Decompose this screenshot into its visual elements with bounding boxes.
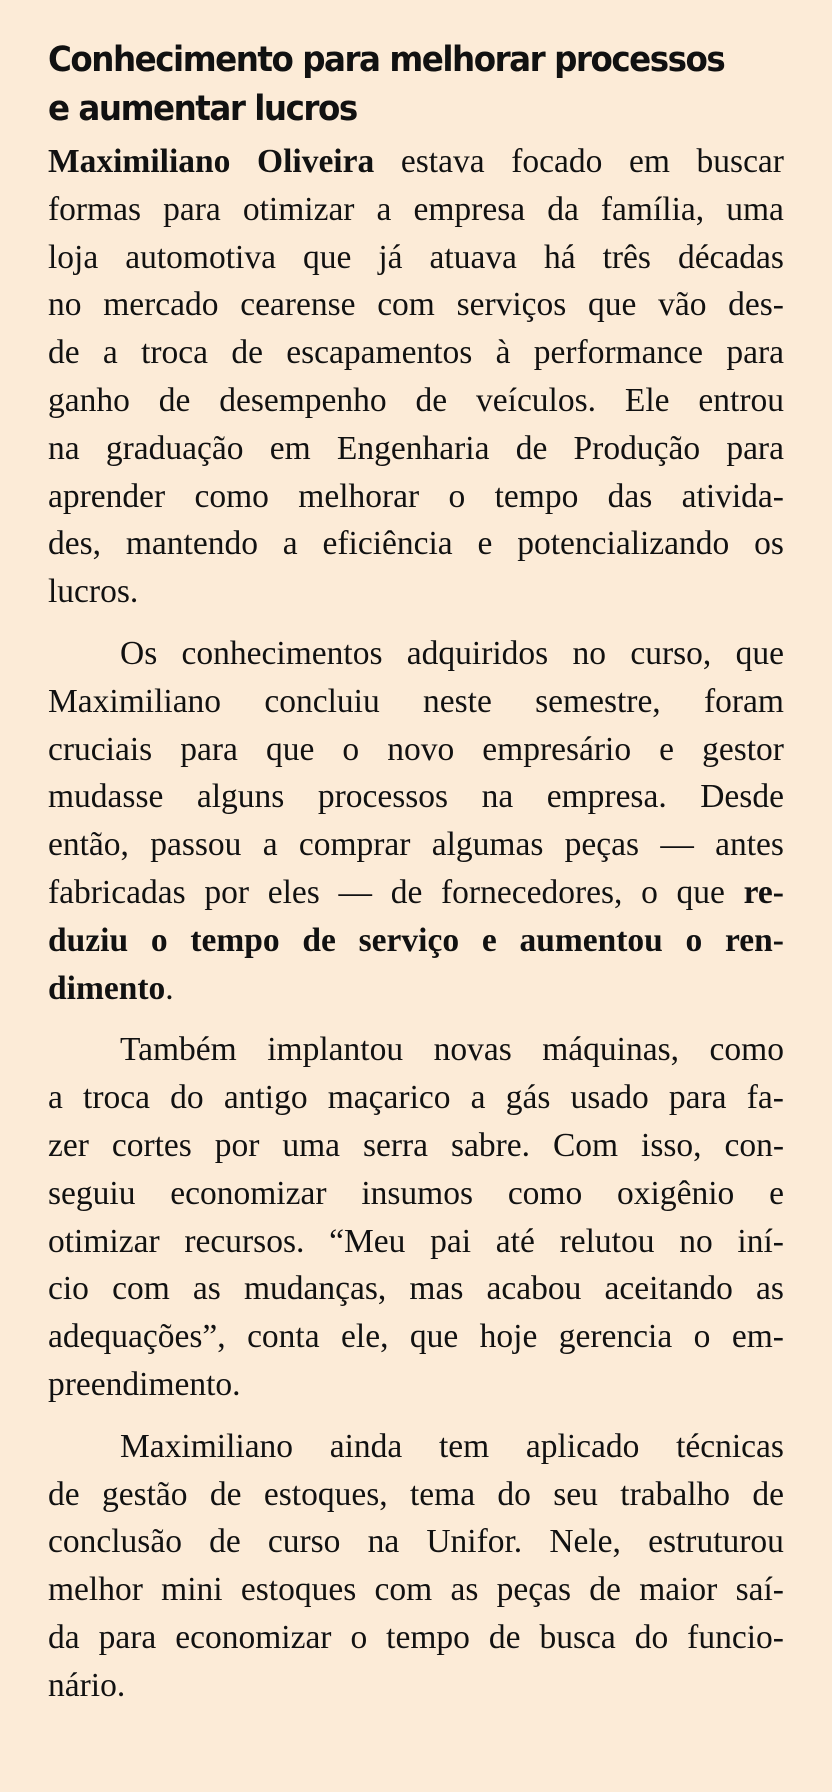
word: as <box>756 1270 784 1308</box>
word: des- <box>728 286 784 324</box>
word: já <box>378 238 403 276</box>
word: de <box>589 1571 621 1609</box>
word: melhorar <box>298 477 420 515</box>
word: melhor <box>48 1571 143 1609</box>
word: insumos <box>361 1174 474 1212</box>
word: automotiva <box>125 238 276 276</box>
word: fa- <box>746 1079 784 1117</box>
word: Os <box>120 634 158 672</box>
word: fornecedores, <box>441 873 623 911</box>
word: entrou <box>698 381 784 419</box>
word: mas <box>409 1270 464 1308</box>
word: fabricadas <box>48 873 186 911</box>
bold-word: Oliveira <box>257 143 375 180</box>
word: alguns <box>196 778 285 816</box>
word: de <box>209 1475 242 1513</box>
word: estava <box>400 143 485 180</box>
bold-word: o <box>150 921 168 959</box>
word: gestão <box>101 1475 188 1513</box>
text-line <box>48 329 784 377</box>
word: do <box>170 1079 204 1117</box>
word: à <box>495 334 511 372</box>
word: para <box>98 1618 157 1656</box>
word: os <box>754 525 784 563</box>
word: formas <box>48 190 142 228</box>
word: focado <box>511 143 603 180</box>
word: para <box>668 1079 727 1117</box>
word: implantou <box>267 1031 404 1069</box>
word: mercado <box>103 286 219 324</box>
word: serra <box>362 1126 429 1164</box>
word: gerencia <box>558 1318 673 1356</box>
word: maçarico <box>327 1079 451 1117</box>
word: o <box>448 477 466 515</box>
word: novo <box>387 730 455 768</box>
word: peças <box>564 826 640 864</box>
word: cearense <box>240 286 356 324</box>
word: em <box>628 143 670 180</box>
word: empresa. <box>546 778 667 816</box>
word: desempenho <box>219 381 387 419</box>
word: ganho <box>48 381 130 419</box>
word: potencializando <box>517 525 730 563</box>
word: a <box>48 1079 63 1117</box>
word: e <box>477 525 493 563</box>
word: que <box>735 634 784 672</box>
word: de <box>209 1523 241 1561</box>
word: do <box>497 1475 531 1513</box>
text-line <box>48 773 784 821</box>
bold-word: o <box>685 921 703 959</box>
word: mini <box>161 1571 223 1609</box>
text-line <box>48 281 784 329</box>
word: trabalho <box>620 1475 731 1513</box>
text-line <box>48 1074 784 1122</box>
word: Maximiliano <box>48 682 222 720</box>
bold-word: re- <box>743 873 784 911</box>
word: a <box>102 334 118 372</box>
word: antigo <box>223 1079 308 1117</box>
word: preendimento. <box>48 1365 241 1403</box>
text-line <box>48 473 784 521</box>
word: comprar <box>298 826 411 864</box>
text-line <box>48 425 784 473</box>
title-line-1: Conhecimento para melhorar processos <box>48 40 725 80</box>
word: que <box>265 730 315 768</box>
word: lucros. <box>48 573 139 611</box>
word: oxigênio <box>617 1174 735 1212</box>
word: na <box>481 778 514 816</box>
word: — <box>338 873 372 911</box>
word: tempo <box>386 1618 470 1656</box>
word: como <box>507 1174 583 1212</box>
word: peças <box>496 1571 572 1609</box>
word: funcio- <box>687 1618 784 1656</box>
word: eles <box>267 873 320 911</box>
word: estoques, <box>263 1475 388 1513</box>
word: antes <box>715 826 784 864</box>
word: adquiridos <box>406 634 549 672</box>
text-line <box>48 821 784 869</box>
bold-word: de <box>302 921 336 959</box>
text-line <box>48 1423 784 1471</box>
word: e <box>659 730 675 768</box>
word: busca <box>539 1618 616 1656</box>
word: zer <box>48 1126 89 1164</box>
word: do <box>634 1618 669 1656</box>
word: que <box>676 873 725 911</box>
word: troca <box>141 334 209 372</box>
word: as <box>450 1571 479 1609</box>
word: no <box>48 286 82 324</box>
word: vão <box>658 286 707 324</box>
word: no <box>679 1222 713 1260</box>
word: buscar <box>696 143 784 180</box>
word: de <box>390 873 423 911</box>
word: conta <box>247 1318 320 1356</box>
word: para <box>180 730 238 768</box>
word: da <box>547 190 579 228</box>
article <box>48 36 784 1710</box>
word: família, <box>600 190 705 228</box>
word: cortes <box>111 1126 192 1164</box>
word: de <box>158 381 191 419</box>
word: então, <box>48 826 129 864</box>
paragraph-2 <box>48 630 784 1012</box>
word: Desde <box>700 778 784 816</box>
word: estoques <box>240 1571 357 1609</box>
word: acabou <box>486 1270 582 1308</box>
word: cio <box>48 1270 89 1308</box>
word: de <box>231 334 263 372</box>
word: Nele, <box>549 1523 621 1561</box>
word: as <box>192 1270 221 1308</box>
word: para <box>163 190 221 228</box>
paragraph-1 <box>48 138 784 616</box>
word: décadas <box>677 238 784 276</box>
word: máquinas, <box>542 1031 680 1069</box>
word: que <box>302 238 352 276</box>
word: Ele <box>624 381 670 419</box>
word: ele, <box>341 1318 389 1356</box>
word: seguiu <box>48 1174 136 1212</box>
word: técnicas <box>676 1427 784 1465</box>
word: Maximiliano <box>120 1427 294 1465</box>
word: maior <box>639 1571 718 1609</box>
word: de <box>752 1475 784 1513</box>
word: há <box>543 238 576 276</box>
bold-word: dimento <box>48 969 166 1007</box>
word: serviços <box>456 286 567 324</box>
word: iní- <box>737 1222 784 1260</box>
word: saí- <box>735 1571 784 1609</box>
word: na <box>367 1523 400 1561</box>
word: a <box>376 190 392 228</box>
text-line <box>48 1518 784 1566</box>
word: Com <box>552 1126 619 1164</box>
text-line <box>48 1566 784 1614</box>
title-line-2: e aumentar lucros <box>48 89 357 129</box>
word: da <box>48 1618 80 1656</box>
word: estruturou <box>648 1523 784 1561</box>
word: des, <box>48 525 102 563</box>
word: com <box>112 1270 170 1308</box>
word: graduação <box>105 429 244 467</box>
word: empresário <box>482 730 632 768</box>
word: no <box>572 634 607 672</box>
word: como <box>194 477 269 515</box>
bold-word: tempo <box>190 921 280 959</box>
word: novas <box>433 1031 512 1069</box>
word: concluiu <box>264 682 380 720</box>
word: de <box>515 429 548 467</box>
text-line <box>48 917 784 965</box>
word: seu <box>553 1475 598 1513</box>
word: relutou <box>559 1222 655 1260</box>
word: curso <box>267 1523 341 1561</box>
text-line <box>48 965 784 1013</box>
word: algumas <box>431 826 544 864</box>
text-line <box>48 678 784 726</box>
text-line <box>48 186 784 234</box>
word: na <box>48 429 80 467</box>
word: economizar <box>170 1174 327 1212</box>
word: de <box>415 381 448 419</box>
word: “Meu <box>329 1222 406 1260</box>
word: três <box>602 238 651 276</box>
word: otimizar <box>242 190 355 228</box>
text-line <box>48 1614 784 1662</box>
word: eficiência <box>322 525 453 563</box>
text-line <box>48 1218 784 1266</box>
word: mudasse <box>48 778 164 816</box>
text-line <box>48 234 784 282</box>
word: que <box>588 286 637 324</box>
word: como <box>709 1031 784 1069</box>
word: com <box>377 286 435 324</box>
word: Também <box>120 1031 237 1069</box>
word: hoje <box>479 1318 538 1356</box>
word: empresa <box>413 190 526 228</box>
word: processos <box>317 778 449 816</box>
word: tema <box>409 1475 476 1513</box>
text-line <box>48 1170 784 1218</box>
word: tem <box>438 1427 490 1465</box>
word: tempo <box>494 477 579 515</box>
text-line <box>48 726 784 774</box>
word: o <box>641 873 658 911</box>
text-line <box>48 520 784 568</box>
word: aplicado <box>525 1427 640 1465</box>
text-line <box>48 869 784 917</box>
word: usado <box>570 1079 649 1117</box>
word: de <box>48 334 80 372</box>
word: o <box>350 1618 368 1656</box>
word: das <box>607 477 653 515</box>
word: con- <box>724 1126 784 1164</box>
word: aceitando <box>604 1270 733 1308</box>
text-line <box>48 630 784 678</box>
word: uma <box>726 190 784 228</box>
word: em- <box>731 1318 784 1356</box>
text-line <box>48 1026 784 1074</box>
text-line <box>48 138 784 186</box>
word: com <box>374 1571 433 1609</box>
word: de <box>48 1475 80 1513</box>
paragraph-4 <box>48 1423 784 1710</box>
word: foram <box>703 682 784 720</box>
word: veículos. <box>476 381 597 419</box>
word: conhecimentos <box>181 634 383 672</box>
word: de <box>488 1618 521 1656</box>
word: neste <box>422 682 492 720</box>
word: para <box>726 334 784 372</box>
word: conclusão <box>48 1523 182 1561</box>
word: Produção <box>573 429 701 467</box>
text-line <box>48 1361 784 1409</box>
word: semestre, <box>535 682 661 720</box>
word: para <box>726 429 784 467</box>
word: passou <box>150 826 242 864</box>
bold-word: Maximiliano <box>48 143 231 180</box>
bold-word: e <box>481 921 497 959</box>
word: performance <box>533 334 704 372</box>
word: a <box>470 1079 486 1117</box>
word: — <box>660 826 694 864</box>
word: loja <box>48 238 99 276</box>
text-line <box>48 568 784 616</box>
word: ainda <box>329 1427 403 1465</box>
word: escapamentos <box>286 334 473 372</box>
word: ativida- <box>681 477 784 515</box>
text-line <box>48 1313 784 1361</box>
word: curso, <box>630 634 712 672</box>
word: que <box>409 1318 459 1356</box>
word: Engenharia <box>336 429 490 467</box>
word: pai <box>430 1222 472 1260</box>
word: nário. <box>48 1666 126 1704</box>
word: troca <box>83 1079 150 1117</box>
word: Unifor. <box>426 1523 523 1561</box>
word: por <box>214 1126 260 1164</box>
word: gestor <box>702 730 784 768</box>
bold-word: duziu <box>48 921 129 959</box>
word: isso, <box>641 1126 702 1164</box>
word: sabre. <box>450 1126 531 1164</box>
word: aprender <box>48 477 166 515</box>
word: e <box>769 1174 784 1212</box>
text-line <box>48 377 784 425</box>
text-line <box>48 1662 784 1710</box>
word: cruciais <box>48 730 153 768</box>
bold-word: aumentou <box>519 921 663 959</box>
word: economizar <box>175 1618 332 1656</box>
word: uma <box>282 1126 341 1164</box>
word: por <box>204 873 249 911</box>
punctuation: . <box>165 969 174 1007</box>
word: atuava <box>429 238 517 276</box>
word-group <box>48 965 174 1013</box>
word: em <box>269 429 311 467</box>
word: o <box>342 730 360 768</box>
text-line <box>48 1122 784 1170</box>
word: recursos. <box>184 1222 305 1260</box>
article-title <box>48 36 792 134</box>
word: adequações”, <box>48 1318 226 1356</box>
word: otimizar <box>48 1222 160 1260</box>
word: a <box>262 826 278 864</box>
text-line <box>48 1265 784 1313</box>
word: mudanças, <box>243 1270 387 1308</box>
word: gás <box>505 1079 551 1117</box>
paragraph-3 <box>48 1026 784 1408</box>
text-line <box>48 1471 784 1519</box>
bold-word: serviço <box>358 921 460 959</box>
word: mantendo <box>125 525 258 563</box>
word: a <box>282 525 298 563</box>
word: até <box>495 1222 535 1260</box>
bold-word: ren- <box>725 921 784 959</box>
word: o <box>693 1318 711 1356</box>
